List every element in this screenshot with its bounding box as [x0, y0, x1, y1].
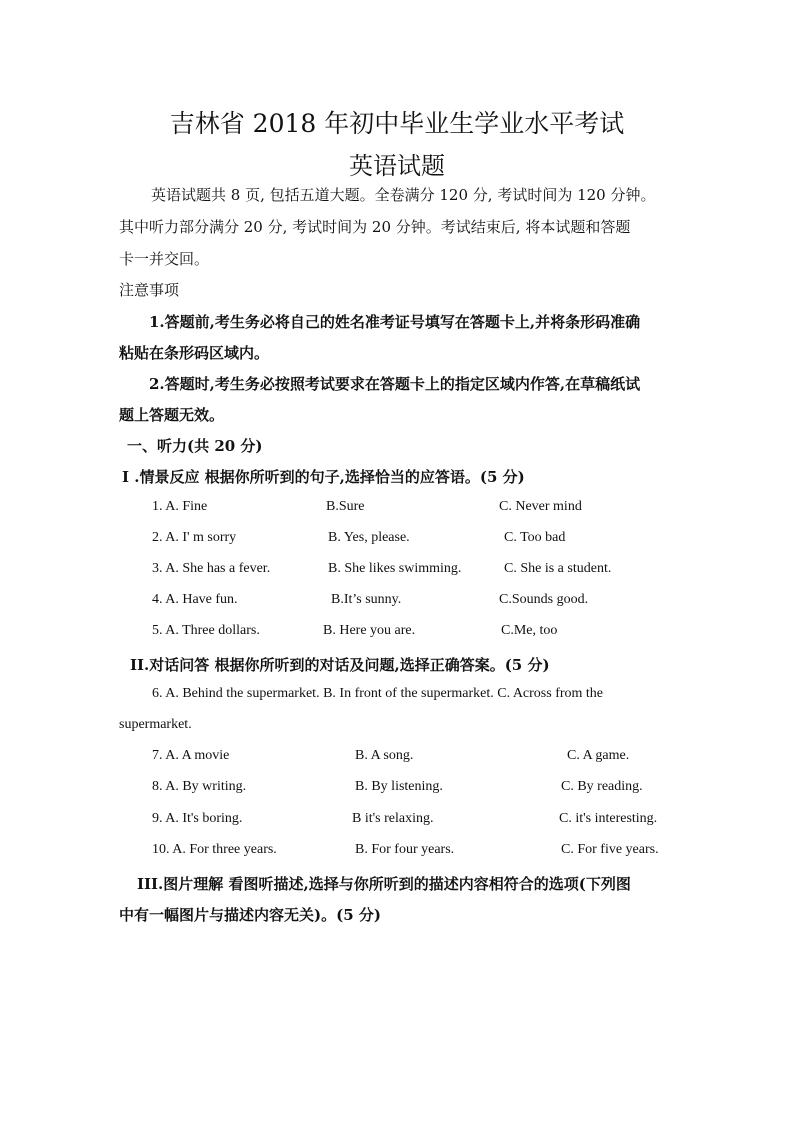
question-7-option-c: C. A game. [567, 748, 630, 763]
question-1-option-b: B.Sure [326, 499, 365, 514]
question-1-option-a: 1. A. Fine [152, 499, 208, 514]
exam-subtitle: 英语试题 [349, 152, 445, 180]
question-6-line-1: 6. A. Behind the supermarket. B. In front of the supermarket. C. Across from the [152, 686, 604, 701]
question-1-option-c: C. Never mind [499, 499, 582, 514]
question-3-option-c: C. She is a student. [504, 561, 612, 576]
notice-item-2-line-2: 题上答题无效。 [119, 406, 225, 424]
intro-line-3: 卡一并交回。 [119, 250, 210, 268]
question-2-option-a: 2. A. I' m sorry [152, 530, 237, 545]
notice-item-2-line-1: 2.答题时,考生务必按照考试要求在答题卡上的指定区域内作答,在草稿纸试 [149, 375, 641, 393]
question-10-option-c: C. For five years. [561, 842, 659, 857]
question-10-option-a: 10. A. For three years. [152, 842, 277, 857]
question-4-option-b: B.It’s sunny. [331, 592, 402, 607]
question-4-option-a: 4. A. Have fun. [152, 592, 238, 607]
question-7-option-a: 7. A. A movie [152, 748, 230, 763]
intro-line-2: 其中听力部分满分 20 分, 考试时间为 20 分钟。考试结束后, 将本试题和答题 [119, 218, 631, 236]
question-5-option-b: B. Here you are. [323, 623, 416, 638]
part-3-heading-line-2: 中有一幅图片与描述内容无关)。(5 分) [119, 906, 381, 924]
question-9-option-c: C. it's interesting. [559, 811, 658, 826]
exam-title: 吉林省 2018 年初中毕业生学业水平考试 [169, 109, 625, 138]
question-3-option-b: B. She likes swimming. [328, 561, 462, 576]
section-listening-heading: 一、听力(共 20 分) [127, 437, 263, 455]
question-4-option-c: C.Sounds good. [499, 592, 589, 607]
question-9-option-a: 9. A. It's boring. [152, 811, 243, 826]
question-5-option-c: C.Me, too [501, 623, 558, 638]
question-10-option-b: B. For four years. [355, 842, 455, 857]
notice-heading: 注意事项 [119, 281, 180, 299]
question-8-option-c: C. By reading. [561, 779, 643, 794]
part-1-heading: I .情景反应 根据你所听到的句子,选择恰当的应答语。(5 分) [122, 468, 525, 486]
question-2-option-b: B. Yes, please. [328, 530, 410, 545]
question-2-option-c: C. Too bad [504, 530, 566, 545]
question-8-option-a: 8. A. By writing. [152, 779, 247, 794]
question-5-option-a: 5. A. Three dollars. [152, 623, 260, 638]
part-3-heading-line-1: III.图片理解 看图听描述,选择与你所听到的描述内容相符合的选项(下列图 [137, 875, 631, 893]
question-7-option-b: B. A song. [355, 748, 414, 763]
notice-item-1-line-1: 1.答题前,考生务必将自己的姓名准考证号填写在答题卡上,并将条形码准确 [149, 313, 641, 331]
question-9-option-b: B it's relaxing. [352, 811, 434, 826]
notice-item-1-line-2: 粘贴在条形码区域内。 [119, 344, 270, 362]
question-8-option-b: B. By listening. [355, 779, 443, 794]
intro-line-1: 英语试题共 8 页, 包括五道大题。全卷满分 120 分, 考试时间为 120 分钟。 [151, 186, 656, 204]
question-3-option-a: 3. A. She has a fever. [152, 561, 271, 576]
part-2-heading: II.对话问答 根据你所听到的对话及问题,选择正确答案。(5 分) [130, 656, 550, 674]
question-6-line-2: supermarket. [119, 717, 192, 732]
